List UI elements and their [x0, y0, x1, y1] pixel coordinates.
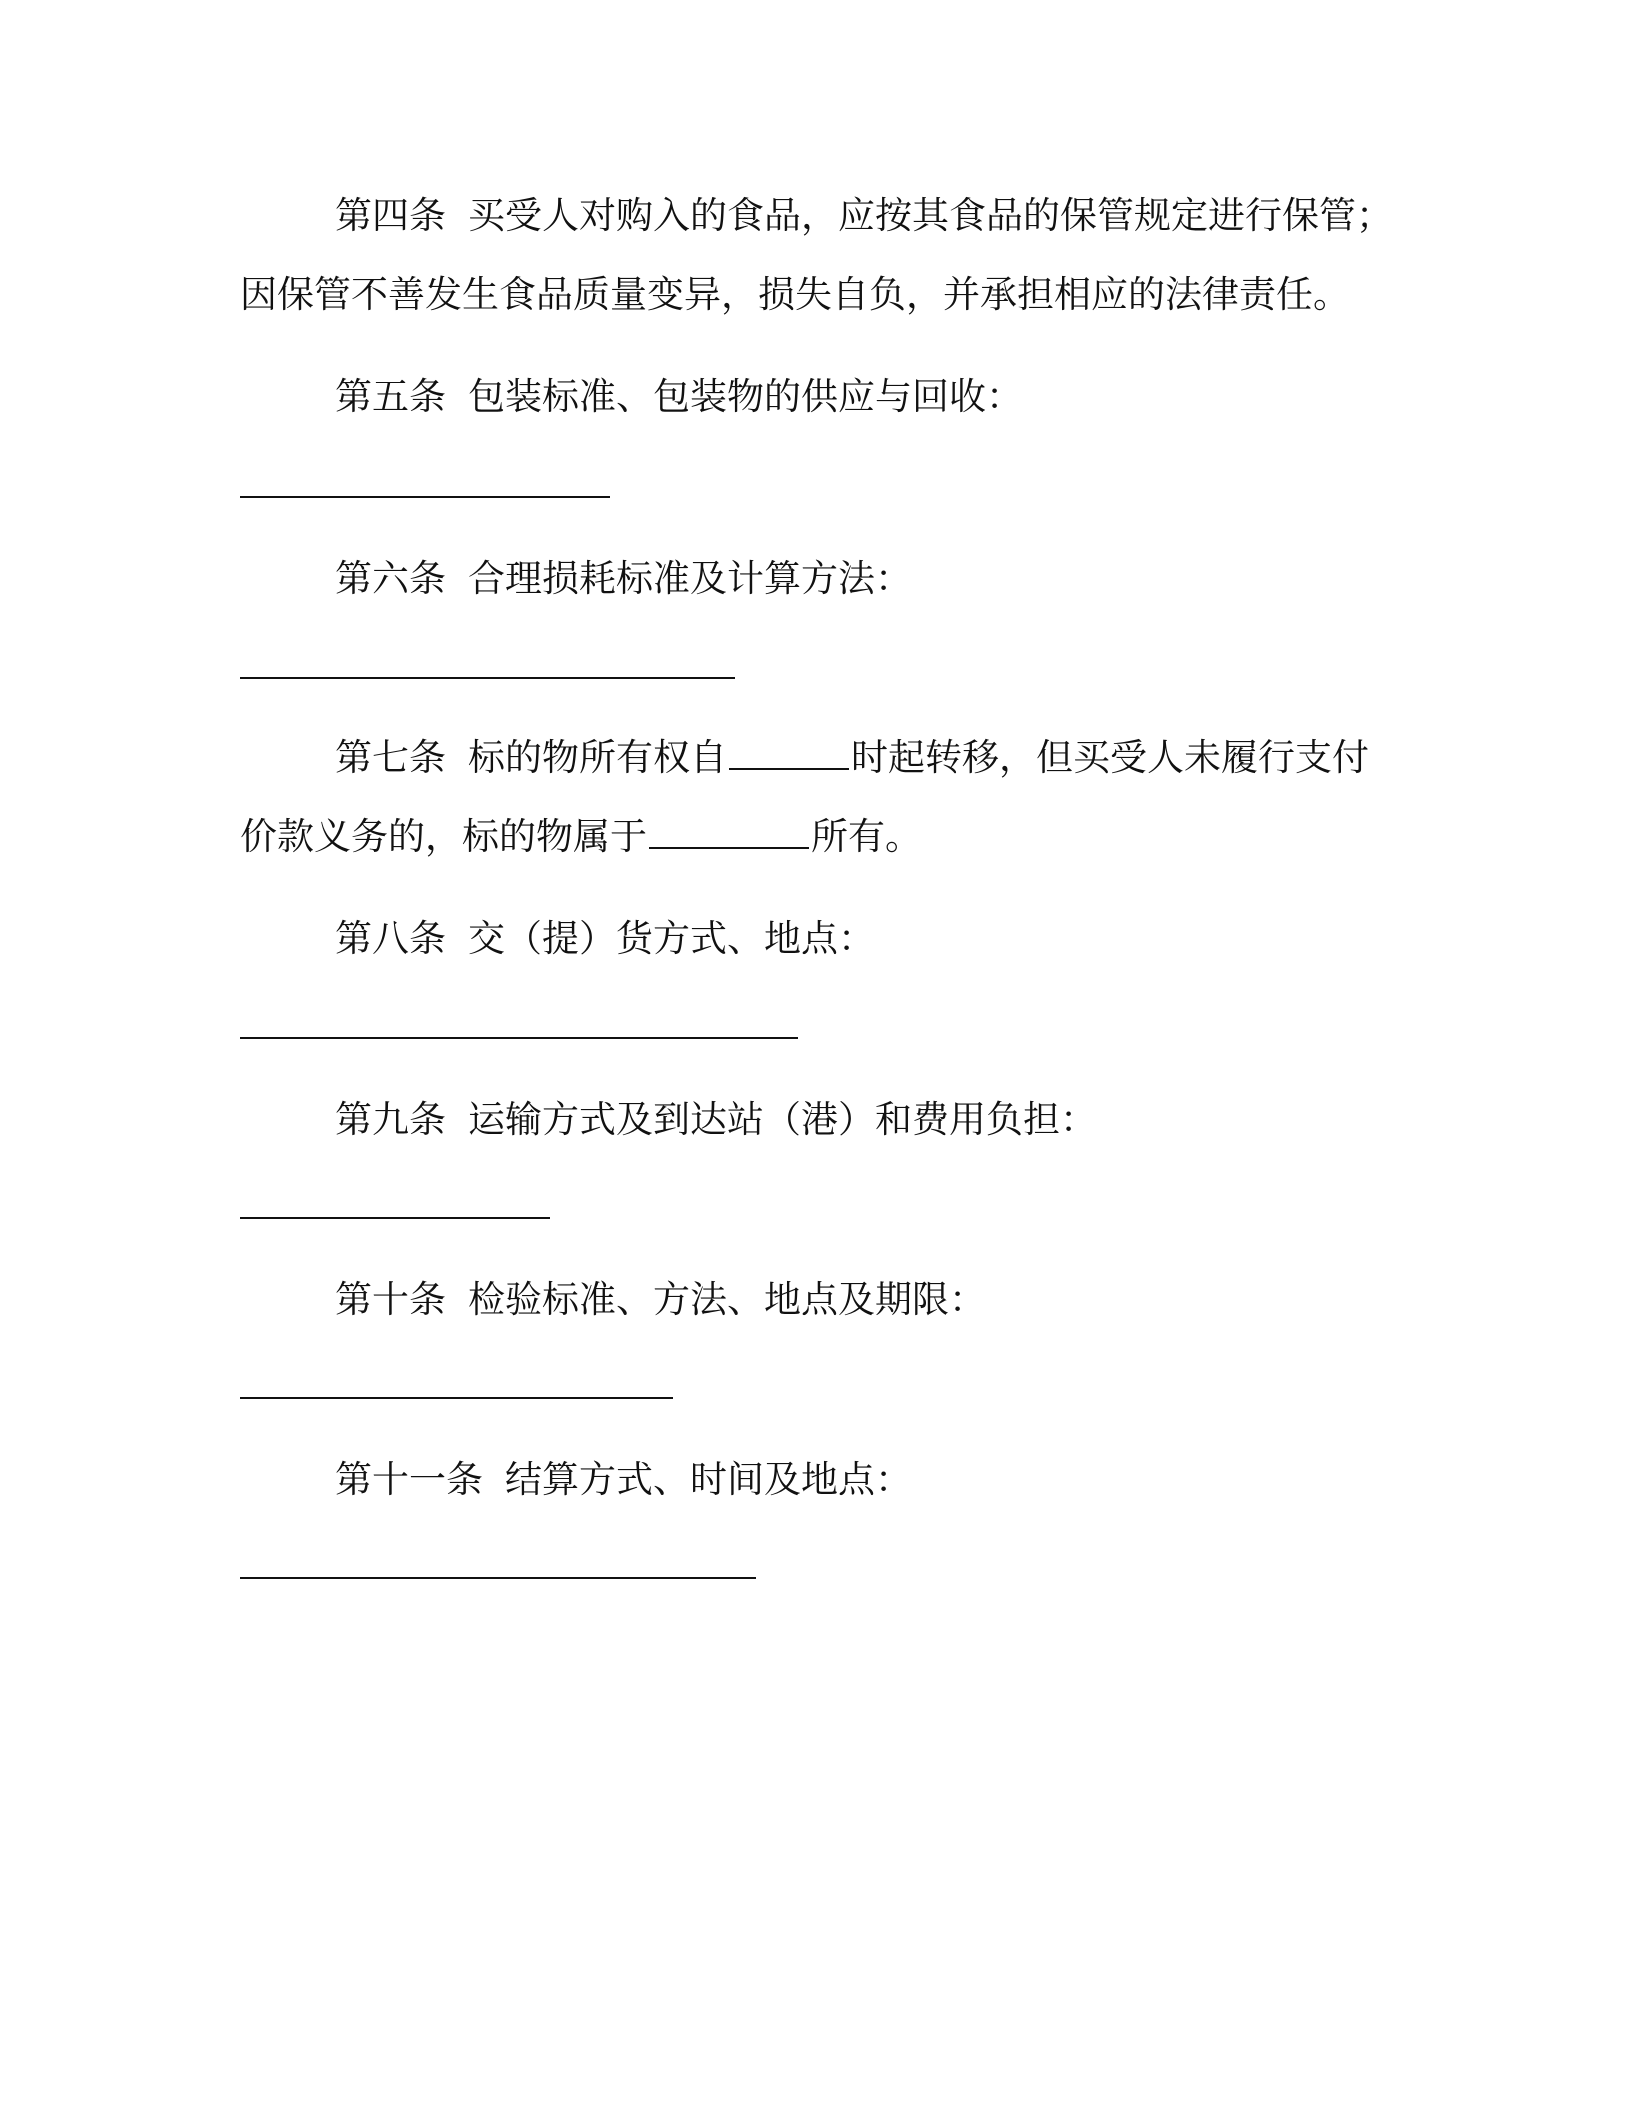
article-5-blank[interactable] — [240, 496, 610, 498]
article-8-number: 第八条 — [335, 917, 446, 960]
article-6-number: 第六条 — [335, 557, 446, 600]
article-4-text-2: 因保管不善发生食品质量变异，损失自负，并承担相应的法律责任。 — [240, 273, 1350, 316]
article-9-number: 第九条 — [335, 1098, 446, 1141]
article-11-text: 结算方式、时间及地点： — [505, 1458, 912, 1501]
article-8 — [335, 914, 1390, 964]
article-5-number: 第五条 — [335, 375, 446, 418]
article-10-blank[interactable] — [240, 1397, 673, 1399]
article-11-blank[interactable] — [240, 1577, 756, 1579]
article-7-line-1 — [335, 733, 1390, 783]
article-7-number: 第七条 — [335, 736, 446, 779]
article-11-number: 第十一条 — [335, 1458, 483, 1501]
article-7-text-1a: 标的物所有权自 — [468, 736, 727, 779]
article-9-text: 运输方式及到达站（港）和费用负担： — [468, 1098, 1097, 1141]
article-6-blank[interactable] — [240, 677, 735, 679]
article-4-line-2 — [240, 270, 1390, 320]
article-10-text: 检验标准、方法、地点及期限： — [468, 1278, 986, 1321]
article-4-line-1 — [335, 191, 1393, 241]
article-6 — [335, 554, 1390, 604]
article-10 — [335, 1275, 1390, 1325]
article-11 — [335, 1455, 1390, 1505]
article-8-text: 交（提）货方式、地点： — [468, 917, 875, 960]
article-4-number: 第四条 — [335, 194, 446, 237]
article-7-text-2b: 所有。 — [811, 815, 922, 858]
article-7-blank-1[interactable] — [729, 736, 849, 770]
article-8-blank[interactable] — [240, 1037, 798, 1039]
article-10-number: 第十条 — [335, 1278, 446, 1321]
article-7-text-2a: 价款义务的，标的物属于 — [240, 815, 647, 858]
article-7-text-1b: 时起转移，但买受人未履行支付 — [851, 736, 1369, 779]
article-9-blank[interactable] — [240, 1217, 550, 1219]
article-6-text: 合理损耗标准及计算方法： — [468, 557, 912, 600]
article-9 — [335, 1095, 1390, 1145]
article-5-text: 包装标准、包装物的供应与回收： — [468, 375, 1023, 418]
article-5 — [335, 372, 1390, 422]
article-4-text-1: 买受人对购入的食品，应按其食品的保管规定进行保管； — [468, 194, 1393, 237]
article-7-line-2 — [240, 812, 1390, 862]
article-7-blank-2[interactable] — [649, 815, 809, 849]
